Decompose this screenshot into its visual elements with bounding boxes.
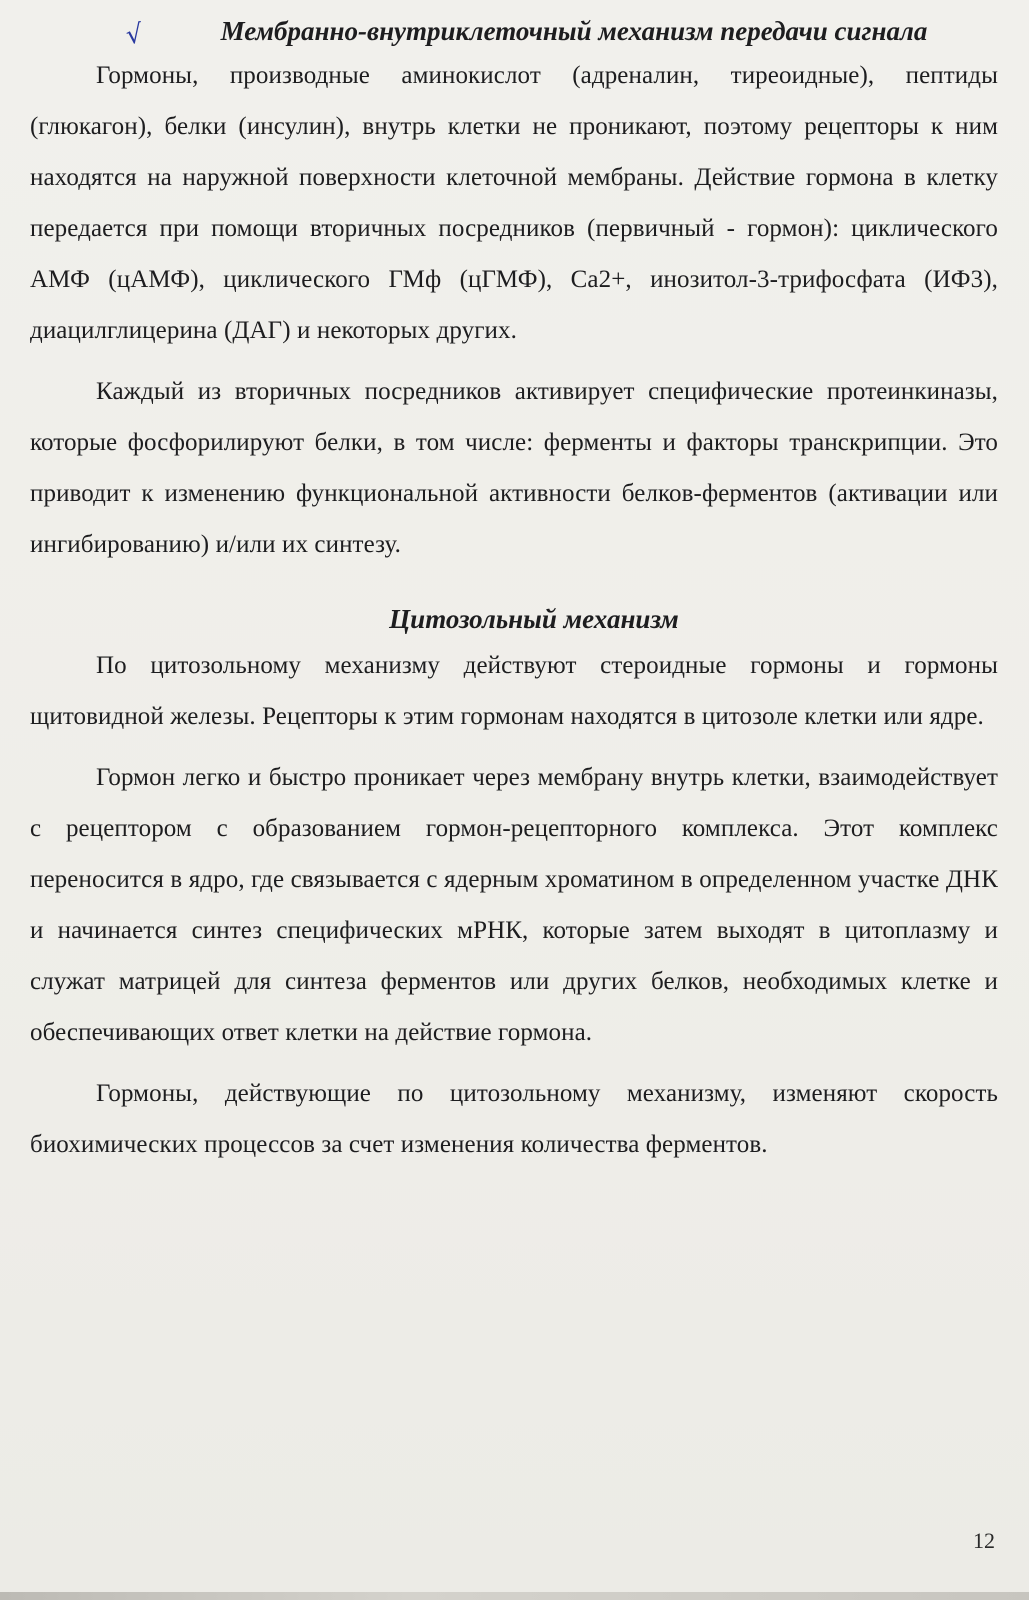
page-number: 12	[973, 1528, 995, 1553]
paragraph-hormones-receptors: Гормоны, производные аминокислот (адреналин, тиреоидные), пептиды (глюкагон), белки (инсулин), внутрь клетки не проникают, поэтому рецепторы к ним находятся на наружной поверхности клеточной мембраны. Действие гормона в клетку передается при помощи вторичных посредников (первичный - гормон): циклического АМФ (цАМФ), циклического ГМф (цГМФ), Са2+, инозитол-3-трифосфата (ИФ3), диацилглицерина (ДАГ) и некоторых других.	[30, 62, 998, 344]
heading-membrane-mechanism: Мембранно-внутриклеточный механизм передачи сигнала	[220, 16, 928, 46]
paragraph-enzyme-quantity: Гормоны, действующие по цитозольному механизму, изменяют скорость биохимических процессов за счет изменения количества ферментов.	[30, 1080, 998, 1158]
page-bottom-edge	[0, 1592, 1029, 1600]
paragraph-protein-kinases: Каждый из вторичных посредников активирует специфические протеинкиназы, которые фосфорилируют белки, в том числе: ферменты и факторы транскрипции. Это приводит к изменению функциональной активности белков-ферментов (активации или ингибированию) и/или их синтезу.	[30, 378, 998, 558]
heading-cytosolic-mechanism: Цитозольный механизм	[389, 604, 679, 634]
paragraph-steroid-hormones: По цитозольному механизму действуют стероидные гормоны и гормоны щитовидной железы. Рецепторы к этим гормонам находятся в цитозоле клетки или ядре.	[30, 652, 998, 730]
page-content	[30, 6, 998, 1170]
paragraph-hormone-receptor-complex: Гормон легко и быстро проникает через мембрану внутрь клетки, взаимодействует с рецептором с образованием гормон-рецепторного комплекса. Этот комплекс переносится в ядро, где связывается с ядерным хроматином в определенном участке ДНК и начинается синтез специфических мРНК, которые затем выходят в цитоплазму и служат матрицей для синтеза ферментов или других белков, необходимых клетке и обеспечивающих ответ клетки на действие гормона.	[30, 764, 998, 1046]
handwritten-check-mark: √	[123, 18, 145, 52]
